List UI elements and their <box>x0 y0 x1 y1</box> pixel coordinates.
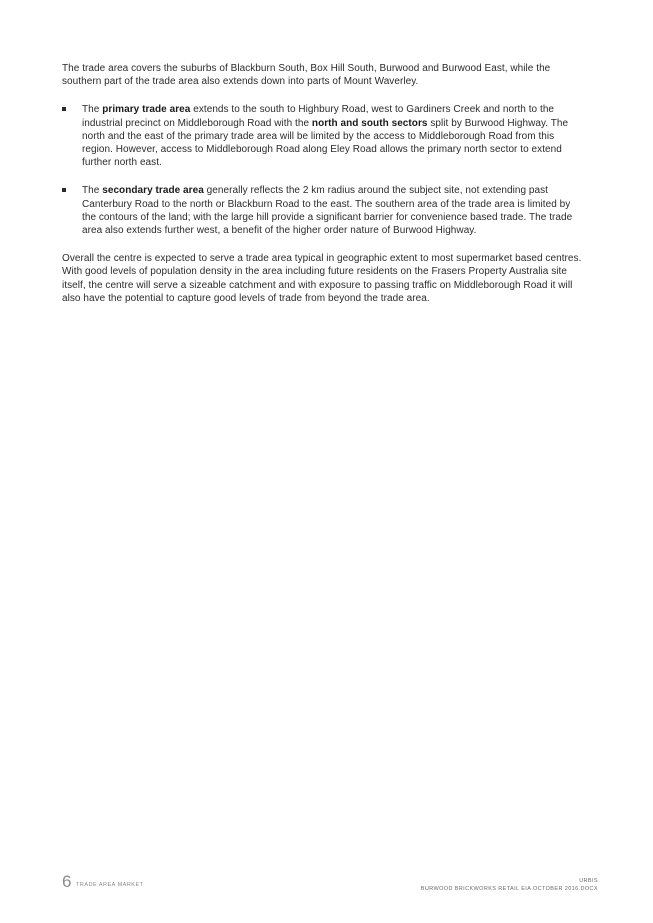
section-name: TRADE AREA MARKET <box>76 882 144 888</box>
square-bullet-icon <box>62 188 66 192</box>
bold-term: secondary trade area <box>102 185 204 197</box>
intro-paragraph: The trade area covers the suburbs of Blackburn South, Box Hill South, Burwood and Burwood East, while the southern part of the trade area also extends down into parts of Mount Waverley. <box>62 63 551 88</box>
list-item-primary-trade-area <box>62 103 587 169</box>
bold-term: north and south sectors <box>311 117 428 129</box>
bullet-text: The secondary trade area generally reflects the 2 km radius around the subject site, not extending past Canterbury Road to the north or Blackburn Road to the east. The southern area of the trade area is limited by the contours of the land; with the large hill provide a significant barrier for convenience based trade. The trade area also extends further west, a benefit of the higher order nature of Burwood Highway. <box>82 185 573 237</box>
list-item-secondary-trade-area <box>62 184 587 237</box>
body-content <box>62 62 587 320</box>
bold-term: primary trade area <box>102 104 191 116</box>
bullet-text: The primary trade area extends to the south to Highbury Road, west to Gardiners Creek and north to the industrial precinct on Middleborough Road with the north and south sectors split by Burwood Highway. The north and the east of the primary trade area will be limited by the access to Middleborough Road from this region. However, access to Middleborough Road along Eley Road allows the primary north sector to extend further north east. <box>82 104 569 169</box>
brand-name: URBIS <box>579 878 598 884</box>
page-footer <box>62 873 598 895</box>
conclusion-paragraph: Overall the centre is expected to serve a trade area typical in geographic extent to most supermarket based centres. With good levels of population density in the area including future residents on the Frasers Property Australia site itself, the centre will serve a sizeable catchment and with exposure to passing traffic on Middleborough Road it will also have the potential to capture good levels of trade from beyond the trade area. <box>62 253 582 304</box>
square-bullet-icon <box>62 107 66 111</box>
document-reference: BURWOOD BRICKWORKS RETAIL EIA OCTOBER 2016.DOCX <box>420 886 598 892</box>
page-number: 6 <box>62 872 72 891</box>
trade-area-list <box>62 103 587 237</box>
